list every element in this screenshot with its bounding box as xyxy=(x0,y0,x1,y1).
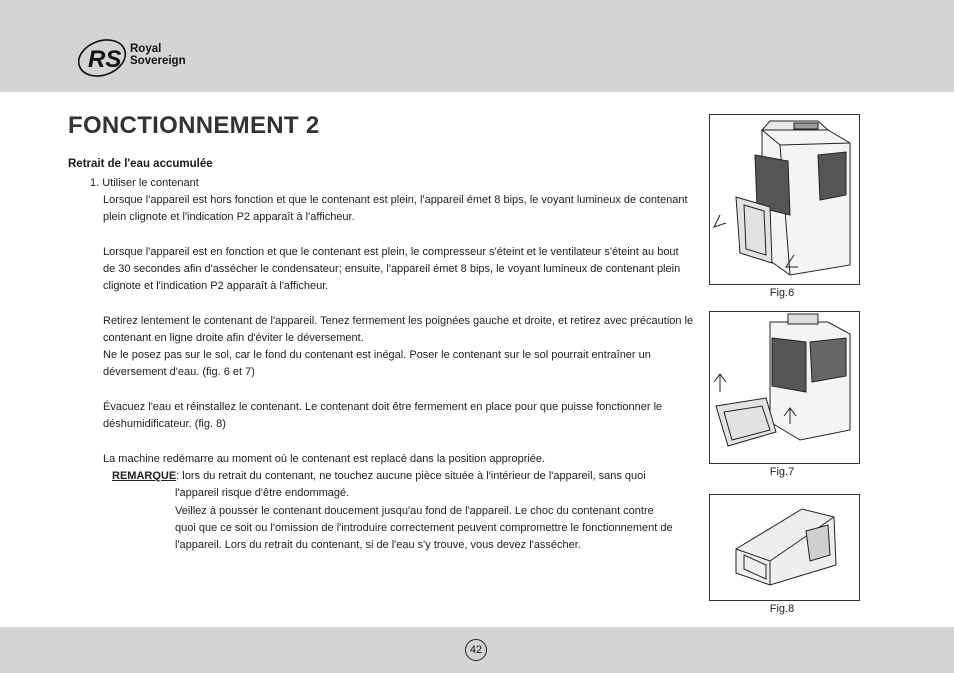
paragraph-line: La machine redémarre au moment où le contenant est replacé dans la position appropriée. xyxy=(103,453,546,465)
paragraph-line: contenant en ligne droite afin d'éviter le déversement. xyxy=(103,332,364,344)
paragraph-line: Lorsque l'appareil est hors fonction et que le contenant est plein, l'appareil émet 8 bips, le voyant lumineux de contenant xyxy=(103,194,688,206)
figure-8-caption: Fig.8 xyxy=(769,603,795,615)
page-title: FONCTIONNEMENT 2 xyxy=(68,112,320,139)
header-band xyxy=(0,0,954,92)
figure-6-image xyxy=(709,114,860,285)
figure-7-caption: Fig.7 xyxy=(769,466,795,478)
figure-7-image xyxy=(709,311,860,464)
paragraph-line: de 30 secondes afin d'assécher le condensateur; ensuite, l'appareil émet 8 bips, le voyant lumineux de contenant plein xyxy=(103,263,681,275)
svg-text:RS: RS xyxy=(88,46,122,73)
dehumidifier-tank-lifting-illustration xyxy=(710,312,859,463)
remark-line: l'appareil risque d'être endommagé. xyxy=(175,487,350,499)
figure-6-caption: Fig.6 xyxy=(769,287,795,299)
page-number: 42 xyxy=(465,639,487,661)
remark-text: : lors du retrait du contenant, ne touchez aucune pièce située à l'intérieur de l'appareil, sans quoi xyxy=(176,470,646,482)
paragraph-line: déshumidificateur. (fig. 8) xyxy=(103,418,226,430)
paragraph-line: clignote et l'indication P2 apparaît à l'afficheur. xyxy=(103,280,329,292)
remark-line xyxy=(112,468,646,485)
remark-line: quoi que ce soit ou l'omission de l'introduire correctement peuvent compromettre le fonctionnement de xyxy=(175,522,673,534)
water-tank-illustration xyxy=(710,495,859,600)
figure-8-image xyxy=(709,494,860,601)
section-heading: Retrait de l'eau accumulée xyxy=(68,158,213,170)
remark-line: Veillez à pousser le contenant doucement jusqu'au fond de l'appareil. Le choc du contenant contre xyxy=(175,505,654,517)
paragraph-line: Ne le posez pas sur le sol, car le fond du contenant est inégal. Poser le contenant sur le sol pourrait entraîner un xyxy=(103,349,651,361)
paragraph-line: Lorsque l'appareil est en fonction et que le contenant est plein, le compresseur s'éteint et le ventilateur s'éteint au bout xyxy=(103,246,679,258)
paragraph-line: déversement d'eau. (fig. 6 et 7) xyxy=(103,366,255,378)
remark-label: REMARQUE xyxy=(112,470,177,482)
logo-wordmark xyxy=(130,43,186,67)
logo-line-1: Royal xyxy=(130,43,162,55)
logo-line-2: Sovereign xyxy=(130,55,186,67)
remark-line: l'appareil. Lors du retrait du contenant, si de l'eau s'y trouve, vous devez l'assécher. xyxy=(175,539,581,551)
paragraph-line: Évacuez l'eau et réinstallez le contenant. Le contenant doit être fermement en place pour que puisse fonctionner le xyxy=(103,401,663,413)
paragraph-line: Retirez lentement le contenant de l'appareil. Tenez fermement les poignées gauche et droite, et retirez avec précaution le xyxy=(103,315,694,327)
paragraph-line: plein clignote et l'indication P2 apparaît à l'afficheur. xyxy=(103,211,355,223)
dehumidifier-tank-removal-illustration xyxy=(710,115,859,284)
step-label: 1. Utiliser le contenant xyxy=(90,177,199,189)
